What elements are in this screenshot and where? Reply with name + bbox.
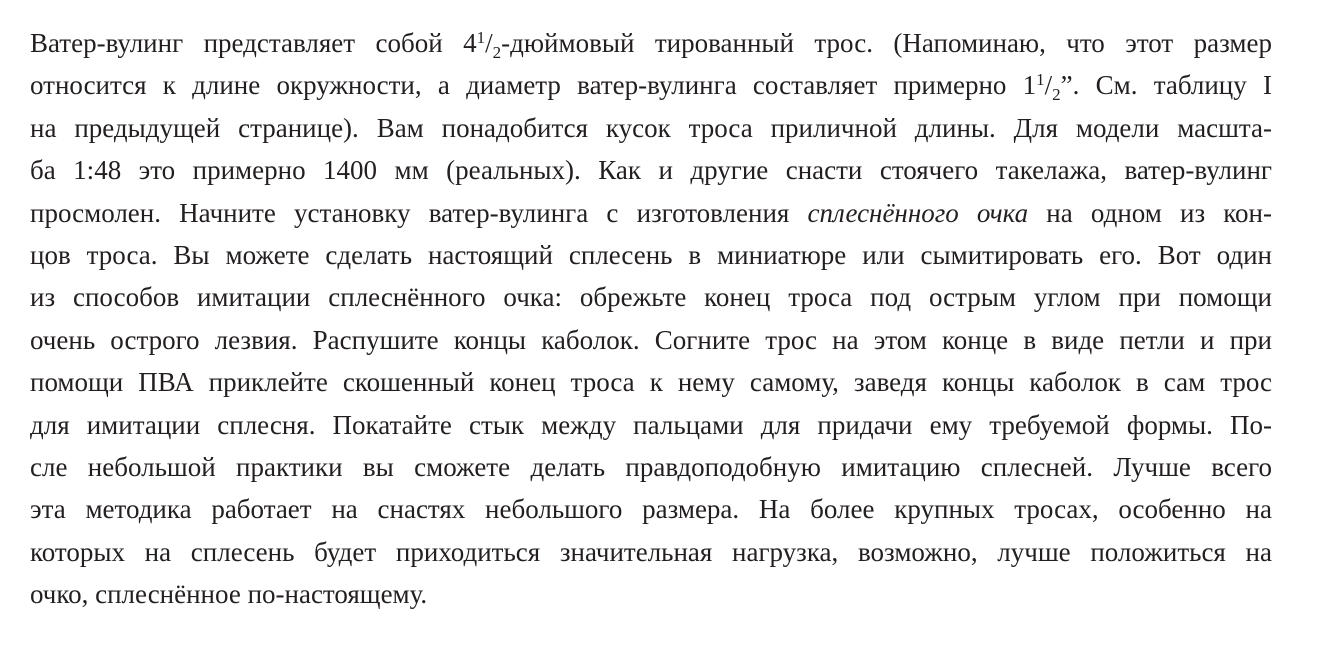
text-line: ба 1:48 это примерно 1400 мм (реальных). Как и другие снасти стоячего такелажа, ватер-вулинг <box>30 155 1272 186</box>
text-line: из способов имитации сплеснённого очка: обрежьте конец троса под острым углом при помощи <box>30 282 1272 313</box>
text-page <box>30 22 1272 615</box>
fraction-numerator: 1 <box>476 28 486 47</box>
text-line <box>30 64 1272 106</box>
body-paragraph <box>30 22 1272 615</box>
text-line: очень острого лезвия. Распушите концы каболок. Согните трос на этом конце в виде петли и при <box>30 324 1272 355</box>
fraction-numerator: 1 <box>1036 70 1045 90</box>
text-segment: Ватер-вулинг представляет собой 4 <box>30 28 477 58</box>
fraction-slash: / <box>485 28 493 58</box>
text-line <box>30 192 1272 234</box>
fraction-slash: / <box>1044 70 1053 101</box>
text-segment: -дюймовый тированный трос. (Напоминаю, что этот размер <box>501 28 1272 58</box>
fraction-one-half <box>1036 70 1061 105</box>
text-segment: на одном из кон- <box>1028 197 1272 228</box>
text-line: эта методика работает на снастях небольшого размера. На более крупных тросах, особенно на <box>30 494 1272 525</box>
italic-term: сплеснённого очка <box>807 197 1029 228</box>
fraction-denominator: 2 <box>492 43 502 62</box>
text-line: помощи ПВА приклейте скошенный конец троса к нему самому, заведя концы каболок в сам трос <box>30 367 1272 398</box>
text-line: сле небольшой практики вы сможете делать правдоподобную имитацию сплесней. Лучше всего <box>30 451 1272 482</box>
text-line: на предыдущей странице). Вам понадобится кусок троса приличной длины. Для модели масшта- <box>30 112 1272 143</box>
text-line: очко, сплеснённое по-настоящему. <box>30 579 428 610</box>
text-segment: относится к длине окружности, а диаметр ватер-вулинга составляет примерно 1 <box>30 70 1037 101</box>
text-line: для имитации сплесня. Покатайте стык между пальцами для придачи ему требуемой формы. По- <box>30 409 1272 440</box>
text-segment: ”. См. таблицу I <box>1060 70 1272 101</box>
text-line: цов троса. Вы можете сделать настоящий сплесень в миниатюре или сымитировать его. Вот один <box>30 239 1272 270</box>
text-segment: просмолен. Начните установку ватер-вулинга с изготовления <box>30 197 808 228</box>
fraction-denominator: 2 <box>1052 85 1061 105</box>
text-line <box>30 22 1272 64</box>
text-line: которых на сплесень будет приходиться значительная нагрузка, возможно, лучше положиться на <box>30 536 1272 567</box>
fraction-one-half <box>476 28 502 62</box>
